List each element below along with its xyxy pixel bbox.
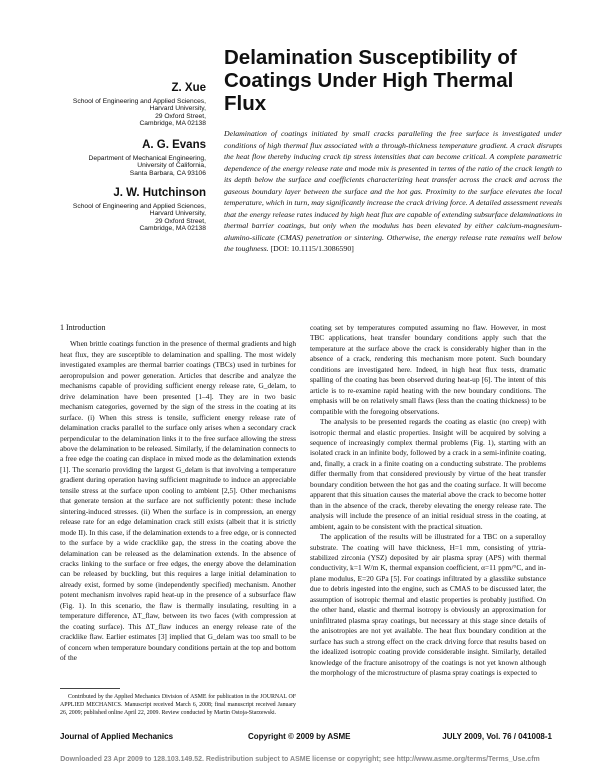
author-affiliation-line: Santa Barbara, CA 93106 <box>129 169 206 177</box>
author-affiliation-line: 29 Oxford Street, <box>155 217 206 225</box>
footer-issue: JULY 2009, Vol. 76 / 041008-1 <box>442 732 552 741</box>
left-column <box>60 323 296 664</box>
right-column <box>310 323 546 678</box>
author-affiliation-line: Harvard University, <box>149 105 206 113</box>
section-heading: 1 Introduction <box>60 323 106 332</box>
footer-copyright: Copyright © 2009 by ASME <box>248 732 351 741</box>
abstract-text: Delamination of coatings initiated by small cracks paralleling the free surface is investigated under conditions of high thermal flux associated with a through-thickness temperature gradient. A crack disrupts the heat flow thereby inducing crack tip stress intensities that can become critical. A complete parametric dependence of the energy release rate and mode mix is presented in terms of the ratio of the crack length to its depth below the surface and coefficients characterizing heat transfer across the crack and across the gaseous boundary layer between the surface and the hot gas. Proximity to the surface elevates the local temperature, which in turn, may significantly increase the crack driving force. A detailed assessment reveals that the energy release rates induced by high heat flux are capable of extending subsurface delaminations in thermal barrier coatings, but only when the modulus has been elevated by either calcium-magnesium-alumino-silicate (CMAS) penetration or sintering. Otherwise, the energy release rate remains well below the toughness. <box>224 129 562 254</box>
body-paragraph: coating set by temperatures computed assuming no flaw. However, in most TBC applications, heat transfer boundary conditions apply such that the temperature at the surface above the crack is considerably higher than in the absence of a crack, rendering this mechanism more potent. Such boundary conditions are investigated here. Indeed, in high heat flux tests, dramatic spalling of the coating has been observed during heat-up [6]. The intent of this article is to re-examine rapid heating with the new boundary conditions. The emphasis will be on relatively small flaws (less than the coating thickness) to be compatible with the foregoing observations. <box>310 323 546 416</box>
doi[interactable]: [DOI: 10.1115/1.3086590] <box>270 244 354 254</box>
author-affiliation-line: Department of Mechanical Engineering, <box>88 154 206 162</box>
footer-journal: Journal of Applied Mechanics <box>60 732 174 741</box>
author-affiliation-line: School of Engineering and Applied Sciences, <box>72 97 206 105</box>
author-block-1 <box>20 82 206 128</box>
author-affiliation-line: Cambridge, MA 02138 <box>139 225 206 233</box>
author-name: Z. Xue <box>171 82 206 94</box>
body-paragraph: When brittle coatings function in the presence of thermal gradients and high heat flux, they are susceptible to delamination and spalling. The most widely investigated examples are thermal barrier coatings (TBCs) used in turbines for aeropropulsion and power generation. Articles that describe and analyze the mechanisms capable of providing sufficient energy release rate, G_delam, to drive delamination have been presented [1–4]. They are in two basic mechanism categories, governed by the sign of the stress in the coating at its surface. (i) When this stress is tensile, sufficient energy release rate of delamination cracks parallel to the surface only arises when a secondary crack perpendicular to the delamination links it to the free surface allowing the stress above the delamination to be released. Similarly, if the delamination connects to a free edge the coating can displace in mixed mode as the delamination extends [1]. The scenario providing the largest G_delam is that involving a temperature gradient during operation having sufficient magnitude to induce an appreciable tensile stress at the surface upon cooling to ambient [2,5]. Other mechanisms that generate tension at the surface are not sufficiently potent: these include sintering-induced stresses. (ii) When the surface is in compression, an energy release rate for an edge delamination crack still exists (albeit that it is strictly mode II). In this case, if the delamination extends to a free edge, or is connected to the surface by a wide cracklike gap, the stress in the coating above the delamination can be released as the delamination extends. In the absence of cracks linking to the surface or free edges, the energy above the delamination can be released by buckling, but this requires a large initial delamination to already exist, formed by some (independently specified) mechanism. Another potent mechanism involves rapid heat-up in the presence of a subsurface flaw (Fig. 1). In this scenario, the flaw is thermally insulating, resulting in a temperature difference, ΔT_flaw, between its two faces (with compression at the coating surface). This ΔT_flaw induces an energy release rate of the cracklike flaw. Earlier estimates [3] implied that G_delam was too small to be of concern when temperature boundary conditions pertain at the top and bottom of the <box>60 339 296 663</box>
author-affiliation-line: 29 Oxford Street, <box>155 112 206 120</box>
download-notice: Downloaded 23 Apr 2009 to 128.103.149.52. Redistribution subject to ASME license or copyright; see http://www.asme.org/terms/Terms_Use.cfm <box>60 756 540 763</box>
author-name: J. W. Hutchinson <box>113 187 206 199</box>
author-affiliation-line: Cambridge, MA 02138 <box>139 120 206 128</box>
footnote-block <box>60 688 296 717</box>
author-affiliation-line: School of Engineering and Applied Sciences, <box>72 202 206 210</box>
author-affiliation-line: University of California, <box>137 162 206 170</box>
author-affiliation-line: Harvard University, <box>149 210 206 218</box>
footnote: Contributed by the Applied Mechanics Division of ASME for publication in the JOURNAL OF APPLIED MECHANICS. Manuscript received March 6, 2008; final manuscript received January 26, 2009; published online April 22, 2009. Review conducted by Martin Ostoja-Starzewski. <box>60 694 296 716</box>
abstract <box>224 128 562 255</box>
author-block-2 <box>20 139 206 177</box>
body-paragraph: The analysis to be presented regards the coating as elastic (no creep) with isotropic thermal and elastic properties. Insight will be acquired by solving a sequence of increasingly complex thermal problems (Fig. 1), starting with an isolated crack in an infinite body, followed by a crack in a semi-infinite coating, and, finally, a crack in a finite coating on a conducting substrate. The problems differ thermally from that considered previously by virtue of the heat transfer boundary condition between the hot gas and the coating surface. It will become apparent that this situation causes the material above the crack to become hotter than in the absence of the crack, thereby elevating the energy release rate. The analysis will include the presence of an initial residual stress in the coating, at ambient, again to be consistent with the practical situation. <box>310 417 546 531</box>
footnote-rule <box>60 688 120 689</box>
author-block-3 <box>20 187 206 233</box>
author-name: A. G. Evans <box>142 139 206 151</box>
body-paragraph: The application of the results will be illustrated for a TBC on a superalloy substrate. The coating will have thickness, H=1 mm, consisting of yttria-stabilized zirconia (YSZ) deposited by air plasma spray (APS) with thermal conductivity, k=1 W/m K, thermal expansion coefficient, α=11 ppm/°C, and in-plane modulus, E=20 GPa [5]. For coatings infiltrated by a glasslike substance due to debris ingested into the engine, such as CMAS to be discussed later, the assumption of isotropic thermal and elastic properties is probably justified. On the other hand, elastic and thermal isotropy is obviously an approximation for uninfiltrated plasma spray coatings, but necessary at this stage since details of the anisotropies are not yet available. The heat flux boundary condition at the surface has such a strong effect on the crack driving force that results based on the idealized isotropic coating provide considerable insight. Similarly, detailed knowledge of the fracture anisotropy of the coatings is not yet known although the morphology of the microstructure of plasma spray coatings is expected to <box>310 532 546 677</box>
paper-title: Delamination Susceptibility of Coatings Under High Thermal Flux <box>224 46 517 115</box>
